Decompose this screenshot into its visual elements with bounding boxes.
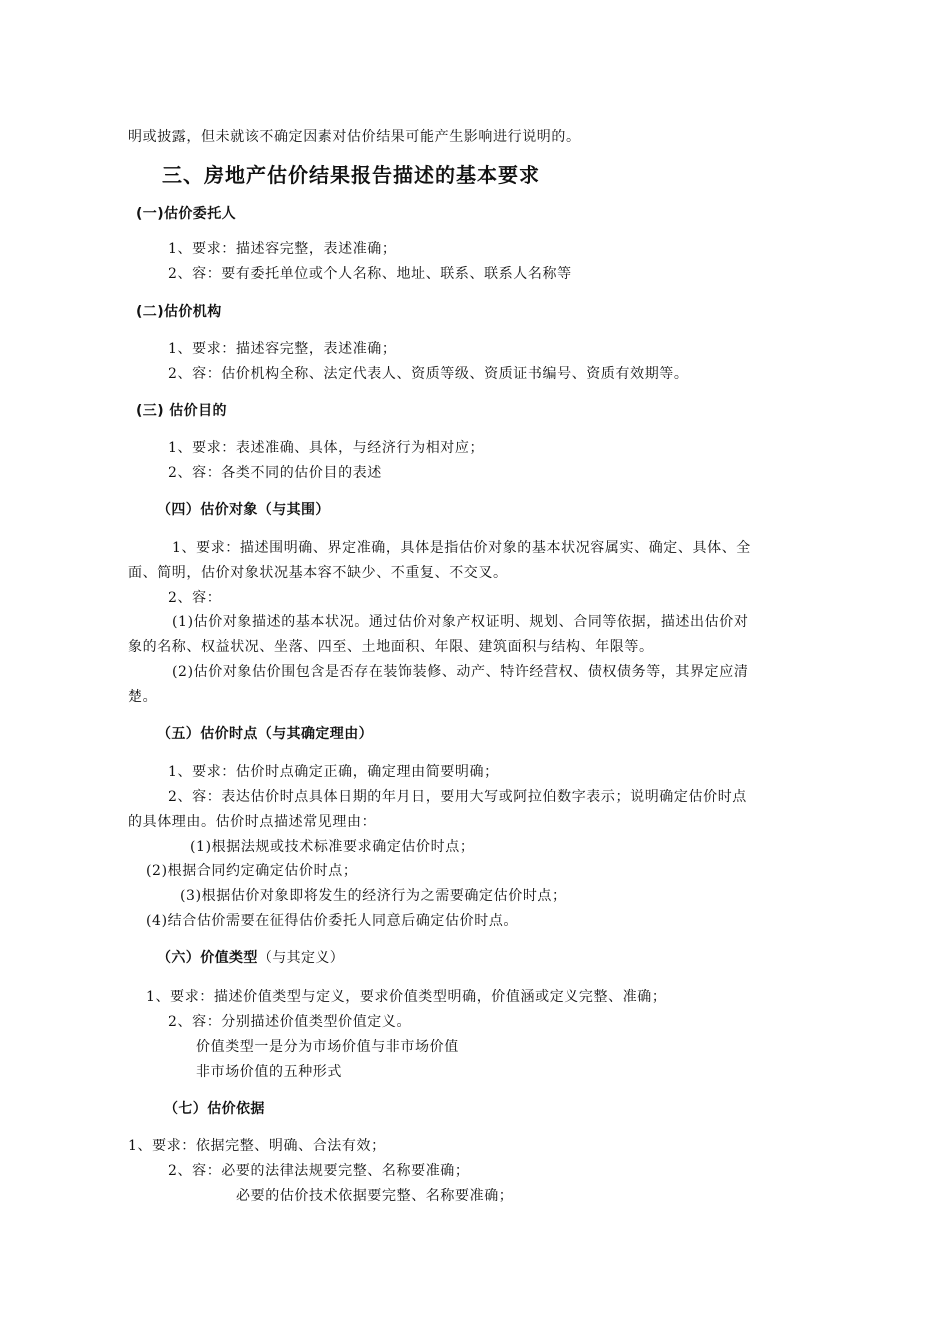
- paragraph-line: 1、要求：描述围明确、界定准确，具体是指估价对象的基本状况容属实、确定、具体、全: [172, 540, 751, 556]
- subsection-heading: (三) 估价目的: [136, 403, 227, 419]
- subsection-heading: （七）估价依据: [164, 1101, 265, 1117]
- paragraph-line: (2)估价对象估价围包含是否存在装饰装修、动产、特许经营权、债权债务等，其界定应清: [172, 664, 749, 680]
- paragraph-line: 2、容：必要的法律法规要完整、名称要准确；: [168, 1163, 470, 1179]
- paragraph-line: 2、容：估价机构全称、法定代表人、资质等级、资质证书编号、资质有效期等。: [168, 366, 689, 382]
- paragraph-line: 必要的估价技术依据要完整、名称要准确；: [236, 1188, 514, 1204]
- paragraph-line: 1、要求：估价时点确定正确，确定理由简要明确；: [168, 764, 499, 780]
- paragraph-line: 面、简明，估价对象状况基本容不缺少、不重复、不交叉。: [128, 565, 508, 581]
- paragraph-line: (1)估价对象描述的基本状况。通过估价对象产权证明、规划、合同等依据，描述出估价对: [172, 614, 749, 630]
- paragraph-line: 1、要求：依据完整、明确、合法有效；: [128, 1138, 386, 1154]
- paragraph-line: 2、容：: [168, 590, 222, 606]
- subsection-heading: (二)估价机构: [136, 304, 222, 320]
- subsection-heading: [157, 949, 344, 967]
- subsection-heading: (一)估价委托人: [136, 206, 236, 222]
- paragraph-line: 1、要求：描述价值类型与定义，要求价值类型明确，价值涵或定义完整、准确；: [146, 989, 667, 1005]
- paragraph-line: 2、容：各类不同的估价目的表述: [168, 465, 382, 481]
- paragraph-line: 1、要求：表述准确、具体，与经济行为相对应；: [168, 440, 485, 456]
- paragraph-line: 1、要求：描述容完整，表述准确；: [168, 341, 397, 357]
- paragraph-line: 明或披露，但未就该不确定因素对估价结果可能产生影响进行说明的。: [128, 129, 581, 145]
- paragraph-line: 2、容：要有委托单位或个人名称、地址、联系、联系人名称等: [168, 266, 572, 282]
- paragraph-line: 2、容：分别描述价值类型价值定义。: [168, 1014, 412, 1030]
- list-item: (4)结合估价需要在征得估价委托人同意后确定估价时点。: [146, 913, 519, 929]
- paragraph-line: 象的名称、权益状况、坐落、四至、土地面积、年限、建筑面积与结构、年限等。: [128, 639, 654, 655]
- section-heading: 三、房地产估价结果报告描述的基本要求: [162, 163, 540, 187]
- subsection-heading: （四）估价对象（与其围）: [157, 502, 330, 518]
- subsection-heading-main: （六）价值类型: [157, 950, 258, 966]
- subsection-heading-note: （与其定义）: [257, 950, 345, 966]
- list-item: (2)根据合同约定确定估价时点；: [146, 863, 358, 879]
- paragraph-line: 的具体理由。估价时点描述常见理由：: [128, 814, 377, 830]
- subsection-heading: （五）估价时点（与其确定理由）: [157, 726, 373, 742]
- list-item: (3)根据估价对象即将发生的经济行为之需要确定估价时点；: [180, 888, 567, 904]
- paragraph-line: 1、要求：描述容完整，表述准确；: [168, 241, 397, 257]
- paragraph-line: 楚。: [128, 689, 158, 705]
- paragraph-line: 非市场价值的五种形式: [196, 1064, 342, 1080]
- paragraph-line: 2、容：表达估价时点具体日期的年月日，要用大写或阿拉伯数字表示；说明确定估价时点: [168, 789, 747, 805]
- list-item: (1)根据法规或技术标准要求确定估价时点；: [190, 839, 475, 855]
- paragraph-line: 价值类型一是分为市场价值与非市场价值: [196, 1039, 459, 1055]
